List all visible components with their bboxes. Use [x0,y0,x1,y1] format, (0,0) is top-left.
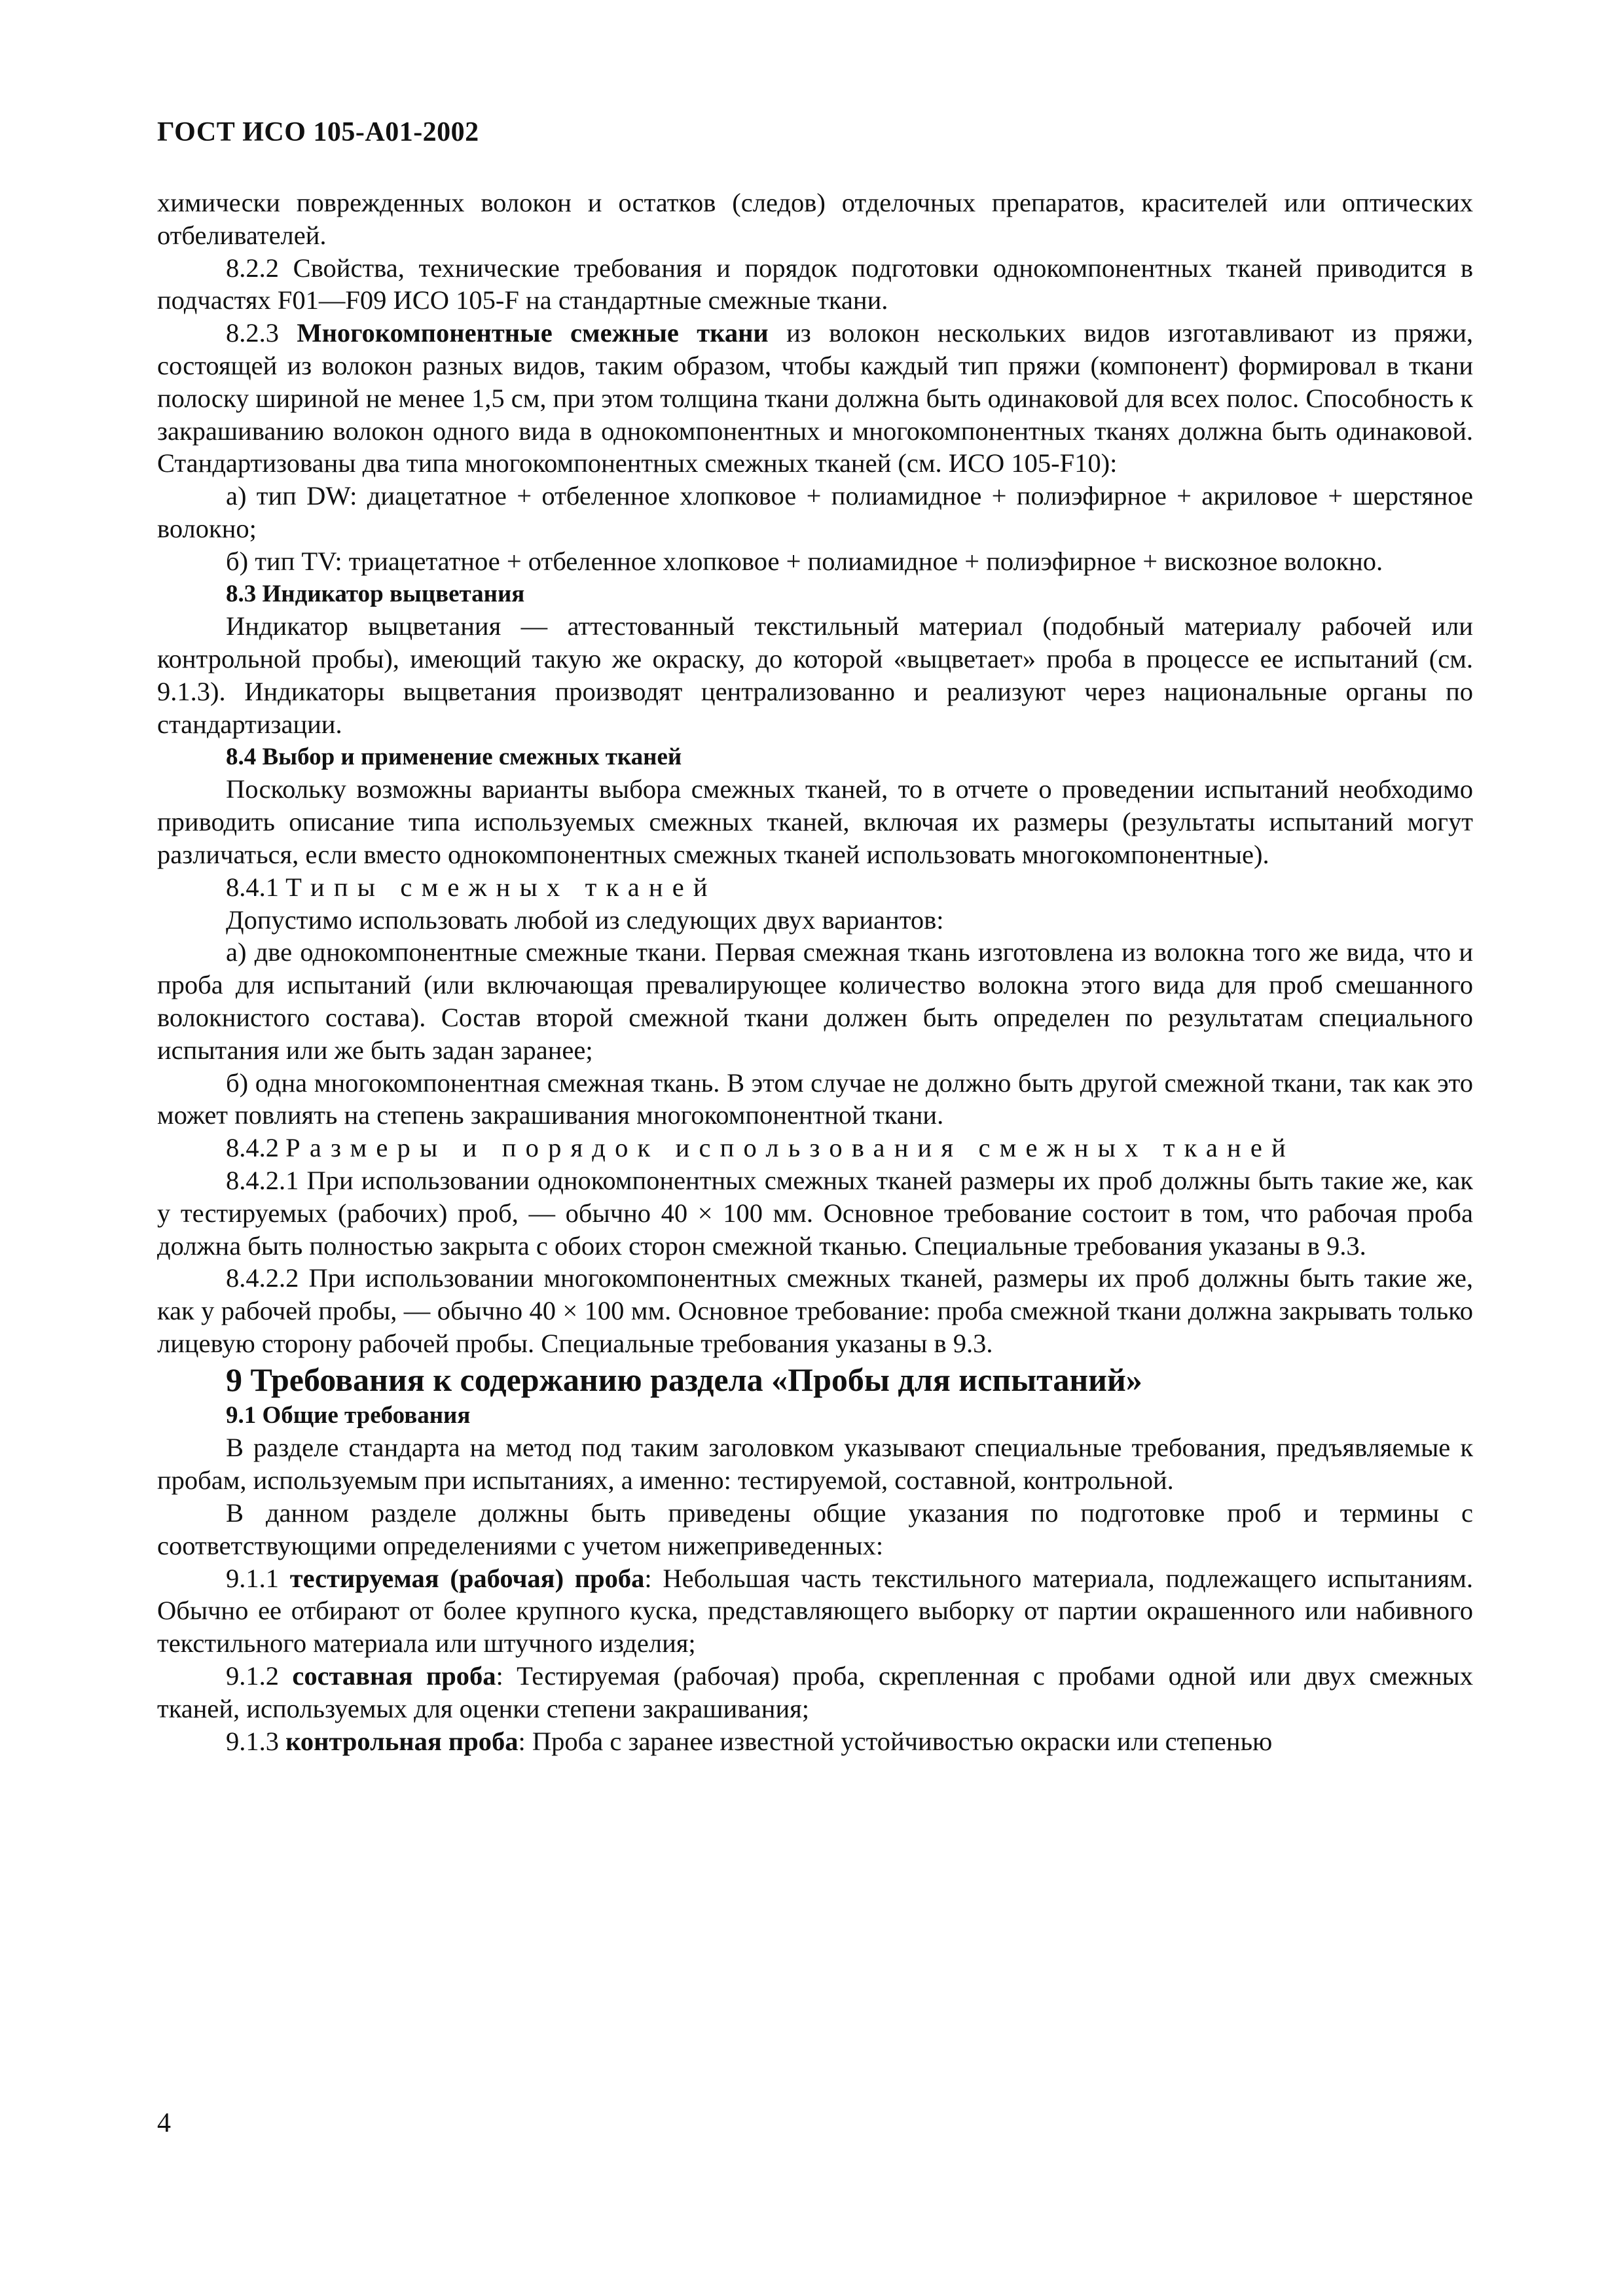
list-item: б) тип TV: триацетатное + отбеленное хлопковое + полиамидное + полиэфирное + вискозное волокно. [226,546,1383,576]
definition-text: : Небольшая часть текстильного материала, подлежащего испытаниям. Обычно ее отбирают от более крупного куска, представляющего выборку от партии окрашенного или набивного текстильного материала или штучного изделия; [157,1563,1473,1659]
list-item: а) тип DW: диацетатное + отбеленное хлопковое + полиамидное + полиэфирное + акриловое + шерстяное волокно; [157,481,1473,543]
definition-text: из волокон нескольких видов изготавливают из пряжи, состоящей из волокон разных видов, таким образом, чтобы каждый тип пряжи (компонент) формировал в ткани полоску шириной не менее 1,5 см, при этом толщина ткани должна быть одинаковой для всех полос. Способность к закрашиванию волокон одного вида в однокомпонентных и многокомпонентных тканях должна быть одинаковой. Стандартизованы два типа многокомпонентных смежных тканей (см. ИСО 105-F10): [157,318,1474,478]
subsection-heading: 8.3 Индикатор выцветания [226,580,525,607]
clause-title: Типы смежных тканей [285,872,717,902]
paragraph [157,317,1473,480]
clause-number: 8.2.3 [226,318,297,348]
running-header: ГОСТ ИСО 105-А01-2002 [157,117,479,147]
clause-title: Размеры и порядок использования смежных тканей [285,1133,1295,1163]
paragraph: В данном разделе должны быть приведены общие указания по подготовке проб и термины с соответствующими определениями с учетом нижеприведенных: [157,1498,1473,1560]
clause-number: 8.4.2 [226,1133,286,1163]
paragraph: Индикатор выцветания — аттестованный текстильный материал (подобный материалу рабочей или контрольной пробы), имеющий такую же окраску, до которой «выцветает» проба в процессе ее испытаний (см. 9.1.3). Индикаторы выцветания производят централизованно и реализуют через национальные органы по стандартизации. [157,611,1473,739]
clause-number: 9.1.3 [226,1726,286,1756]
paragraph: В разделе стандарта на метод под таким заголовком указывают специальные требования, предъявляемые к пробам, используемым при испытаниях, а именно: тестируемой, составной, контрольной. [157,1433,1473,1496]
list-item: б) одна многокомпонентная смежная ткань. В этом случае не должно быть другой смежной ткани, так как это может повлиять на степень закрашивания многокомпонентной ткани. [157,1067,1473,1130]
term: составная проба [292,1661,496,1691]
paragraph: 8.2.2 Свойства, технические требования и порядок подготовки однокомпонентных тканей приводится в подчастях F01—F09 ИСО 105-F на стандартные смежные ткани. [157,253,1473,315]
page-number: 4 [157,2108,171,2138]
term: контрольная проба [285,1726,519,1756]
definition-text: : Тестируемая (рабочая) проба, скрепленная с пробами одной или двух смежных тканей, используемых для оценки степени закрашивания; [157,1661,1473,1723]
clause-heading [157,1132,1473,1164]
section-title: 9 Требования к содержанию раздела «Пробы для испытаний» [226,1361,1142,1398]
paragraph: Поскольку возможны варианты выбора смежных тканей, то в отчете о проведении испытаний необходимо приводить описание типа используемых смежных тканей, включая их размеры (результаты испытаний могут различаться, если вместо однокомпонентных смежных тканей использовать многокомпонентные). [157,774,1473,869]
term: Многокомпонентные смежные ткани [297,318,769,348]
subsection-heading: 8.4 Выбор и применение смежных тканей [226,743,682,770]
paragraph: Допустимо использовать любой из следующих двух вариантов: [226,905,944,935]
clause-number: 8.4.1 [226,872,286,902]
paragraph: 8.4.2.2 При использовании многокомпонентных смежных тканей, размеры их проб должны быть такие же, как у рабочей пробы, — обычно 40 × 100 мм. Основное требование: проба смежной ткани должна закрывать только лицевую сторону рабочей пробы. Специальные требования указаны в 9.3. [157,1263,1473,1358]
definition [157,1562,1473,1660]
definition-text: : Проба с заранее известной устойчивостью окраски или степенью [518,1726,1273,1756]
clause-number: 9.1.2 [226,1661,293,1691]
subsection-heading: 9.1 Общие требования [226,1401,471,1429]
definition [157,1725,1473,1758]
clause-heading [157,871,1473,904]
body-text [157,187,1473,1757]
paragraph: 8.4.2.1 При использовании однокомпонентных смежных тканей размеры их проб должны быть такие же, как у тестируемых (рабочих) проб, — обычно 40 × 100 мм. Основное требование состоит в том, что рабочая проба должна быть полностью закрыта с обоих сторон смежной тканью. Специальные требования указаны в 9.3. [157,1165,1473,1261]
clause-number: 9.1.1 [226,1563,290,1593]
paragraph: химически поврежденных волокон и остатков (следов) отделочных препаратов, красителей или оптических отбеливателей. [157,188,1473,250]
definition [157,1660,1473,1725]
list-item: а) две однокомпонентные смежные ткани. Первая смежная ткань изготовлена из волокна того же вида, что и проба для испытаний (или включающая превалирующее количество волокна этого вида для проб смешанного волокнистого состава). Состав второй смежной ткани должен быть определен по результатам специального испытания или же быть задан заранее; [157,937,1473,1065]
term: тестируемая (рабочая) проба [289,1563,645,1593]
